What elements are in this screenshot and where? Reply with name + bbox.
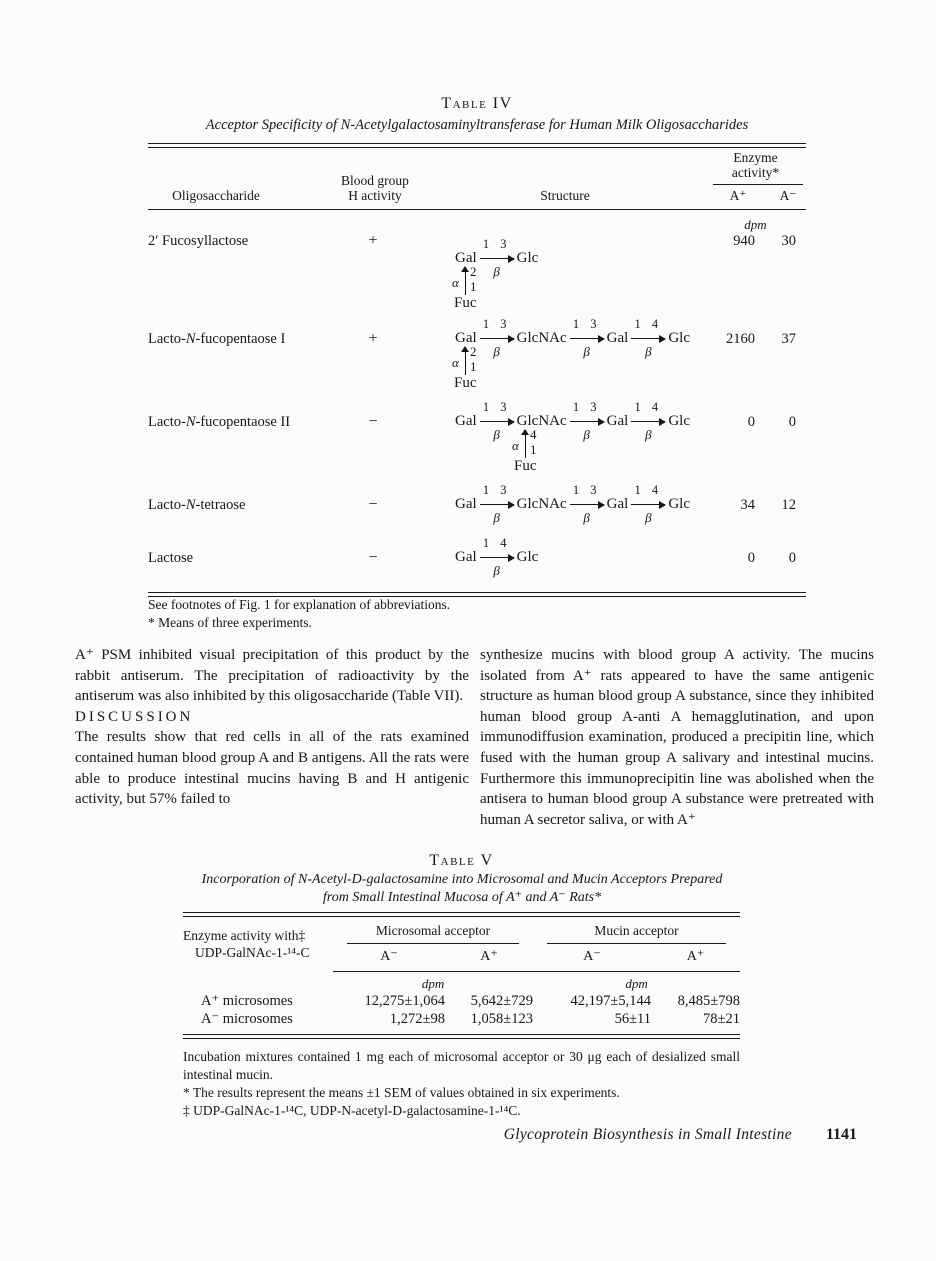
column-header-structure: Structure [540, 188, 590, 203]
right-arrow-icon [631, 504, 665, 505]
column-header-a-minus: A⁻ [779, 188, 797, 203]
glycosidic-link: 1 3 β [570, 481, 604, 527]
enzyme-activity-a-minus-value: 0 [788, 414, 796, 430]
sugar-unit: Glc [668, 329, 690, 346]
page-footer [0, 1126, 857, 1144]
oligosaccharide-name: Lactose [148, 550, 194, 566]
table-v [183, 852, 740, 1120]
h-activity-value: + [368, 232, 378, 249]
column-header-a-plus: A⁺ [445, 944, 533, 972]
fucose-branch: α 2 1 Fuc [452, 264, 477, 311]
running-title: Glycoprotein Biosynthesis in Small Intestine [503, 1126, 792, 1143]
footnote: * The results represent the means ±1 SEM of values obtained in six experiments. [183, 1085, 620, 1100]
glycosidic-link: 1 4 β [480, 534, 514, 580]
structure-diagram [455, 534, 538, 580]
unit-label-dpm: dpm [744, 217, 767, 232]
group-header-microsomal-acceptor: Microsomal acceptor [333, 917, 533, 944]
sugar-unit: Gal [455, 249, 477, 266]
glycosidic-link: 1 4 β [631, 315, 665, 361]
column-header-blood-group-h-activity: Blood group H activity [341, 173, 409, 203]
enzyme-activity-a-plus-value: 0 [747, 414, 755, 430]
sugar-unit: Gal [455, 548, 477, 565]
glycosidic-link: 1 3 β [570, 315, 604, 361]
footnote: Incubation mixtures contained 1 mg each of microsomal acceptor or 30 μg each of desialized small intestinal mucin. [183, 1049, 740, 1082]
table-iv-title: Table IV [441, 95, 513, 112]
sugar-unit: GlcNAc [516, 329, 567, 346]
column-header-oligosaccharide: Oligosaccharide [172, 188, 260, 203]
enzyme-activity-a-minus-value: 37 [781, 331, 796, 347]
enzyme-activity-a-plus-value: 940 [733, 233, 755, 249]
value-cell: 78±21 [703, 1011, 741, 1027]
sugar-unit: Gal [606, 329, 629, 346]
h-activity-value: + [368, 330, 378, 347]
sugar-unit: Glc [516, 548, 539, 565]
right-arrow-icon [631, 421, 665, 422]
table-v-subtitle: Incorporation of N-Acetyl-D-galactosamine into Microsomal and Mucin Acceptors Prepared from Small Intestinal Mucosa of A⁺ and A⁻ Rats* [201, 872, 723, 905]
right-arrow-icon [631, 338, 665, 339]
table-v-grid [183, 917, 740, 1028]
value-cell: 56±11 [614, 1011, 652, 1027]
page-number: 1141 [825, 1126, 857, 1143]
right-arrow-icon [570, 338, 604, 339]
row-label: A⁺ microsomes [201, 993, 293, 1009]
body-column-left [75, 645, 469, 810]
right-arrow-icon [480, 421, 514, 422]
table-iv [148, 95, 806, 640]
table-v-footnotes [183, 1048, 740, 1120]
sugar-unit: GlcNAc [516, 412, 567, 429]
sugar-unit: Gal [606, 495, 629, 512]
structure-diagram [455, 481, 690, 527]
value-cell: 5,642±729 [470, 993, 534, 1009]
value-cell: 12,275±1,064 [364, 993, 445, 1009]
fucose-branch: α 2 1 Fuc [452, 344, 477, 391]
structure-diagram [452, 235, 539, 311]
oligosaccharide-name: 2′ Fucosyllactose [148, 233, 249, 249]
right-arrow-icon [480, 338, 514, 339]
glycosidic-link: 1 4 β [631, 481, 665, 527]
section-heading-discussion: DISCUSSION [75, 708, 194, 725]
enzyme-activity-a-minus-value: 12 [781, 497, 796, 513]
glycosidic-link: 1 3 β [480, 235, 514, 281]
oligosaccharide-name: Lacto-N-fucopentaose I [148, 331, 286, 347]
right-arrow-icon [480, 557, 514, 558]
sugar-unit: Fuc [454, 295, 477, 311]
glycan-chain [455, 534, 538, 580]
column-header-enzyme-activity: Enzyme activity* [731, 150, 780, 180]
column-header-a-minus: A⁻ [533, 944, 651, 972]
sugar-unit: Gal [455, 412, 477, 429]
fucose-branch: α 4 1 Fuc [512, 427, 537, 474]
sugar-unit: Fuc [454, 375, 477, 391]
column-header-a-plus: A⁺ [651, 944, 740, 972]
glycosidic-link: 1 3 β [480, 315, 514, 361]
structure-diagram [455, 398, 690, 474]
sugar-unit: Gal [455, 329, 477, 346]
body-paragraph: The results show that red cells in all of the rats examined contained human blood group A and B antigens. All the rats were able to produce intestinal mucins having B and H antigenic activity, but 57% failed to [75, 729, 469, 808]
h-activity-value: − [368, 549, 378, 566]
h-activity-value: − [368, 413, 378, 430]
table-rule [183, 1034, 740, 1039]
oligosaccharide-name: Lacto-N-tetraose [148, 497, 246, 513]
unit-label-dpm: dpm [421, 976, 445, 991]
table-row [183, 992, 740, 1010]
enzyme-activity-rule [713, 184, 803, 185]
glycosidic-link: 1 3 β [480, 398, 514, 444]
enzyme-activity-a-plus-value: 2160 [726, 331, 755, 347]
glycan-chain [455, 481, 690, 527]
glycosidic-link: 1 3 β [480, 481, 514, 527]
sugar-unit: Glc [516, 249, 539, 266]
sugar-unit: Gal [606, 412, 629, 429]
row-label: A⁻ microsomes [201, 1011, 293, 1027]
footnote: * Means of three experiments. [148, 614, 312, 630]
group-header-mucin-acceptor: Mucin acceptor [533, 917, 740, 944]
sugar-unit: Glc [668, 495, 690, 512]
table-v-title: Table V [429, 852, 494, 869]
sugar-unit: Glc [668, 412, 690, 429]
footnote: See footnotes of Fig. 1 for explanation of abbreviations. [148, 597, 451, 612]
right-arrow-icon [480, 504, 514, 505]
value-cell: 8,485±798 [677, 993, 741, 1009]
enzyme-activity-a-minus-value: 30 [781, 233, 796, 249]
glycosidic-link: 1 4 β [631, 398, 665, 444]
column-header-a-plus: A⁺ [729, 188, 747, 203]
table-rule [148, 209, 806, 210]
sugar-unit: Fuc [514, 458, 537, 474]
right-arrow-icon [570, 421, 604, 422]
body-paragraph: synthesize mucins with blood group A activity. The mucins isolated from A⁺ rats appeared to have the same antigenic structure as human blood group A substance, since they inhibited human blood group A-anti A hemagglutination, and upon immunodiffusion examination, produced a precipitin line, which fused with the human group A salivary and intestinal mucins. Furthermore this immunoprecipitin line was abolished when the antisera to human blood group A substance were pretreated with human A secretor saliva, or with A⁺ [480, 647, 874, 828]
value-cell: 1,272±98 [389, 1011, 445, 1027]
table-rule [148, 143, 806, 148]
right-arrow-icon [570, 504, 604, 505]
value-cell: 1,058±123 [470, 1011, 534, 1027]
right-arrow-icon [480, 258, 514, 259]
enzyme-activity-a-plus-value: 34 [740, 497, 755, 513]
enzyme-activity-a-minus-value: 0 [788, 550, 796, 566]
column-header-a-minus: A⁻ [333, 944, 445, 972]
glycan-chain [455, 398, 690, 444]
h-activity-value: − [368, 496, 378, 513]
enzyme-activity-a-plus-value: 0 [747, 550, 755, 566]
value-cell: 42,197±5,144 [570, 993, 652, 1009]
footnote: ‡ UDP-GalNAc-1-¹⁴C, UDP-N-acetyl-D-galactosamine-1-¹⁴C. [183, 1103, 521, 1118]
structure-diagram [452, 315, 690, 391]
sugar-unit: GlcNAc [516, 495, 567, 512]
table-iv-footnotes [148, 596, 806, 631]
unit-label-dpm: dpm [625, 976, 648, 991]
stub-header: Enzyme activity with‡ UDP-GalNAc-1-¹⁴-C [183, 928, 310, 961]
oligosaccharide-name: Lacto-N-fucopentaose II [148, 414, 291, 430]
glycosidic-link: 1 3 β [570, 398, 604, 444]
body-column-right [480, 645, 874, 830]
body-paragraph: A⁺ PSM inhibited visual precipitation of this product by the rabbit antiserum. The precipitation of radioactivity by the antiserum was also inhibited by this oligosaccharide (Table VII). [75, 647, 469, 705]
table-iv-subtitle: Acceptor Specificity of N-Acetylgalactosaminyltransferase for Human Milk Oligosaccharides [205, 117, 749, 133]
table-row [183, 1010, 740, 1028]
sugar-unit: Gal [455, 495, 477, 512]
